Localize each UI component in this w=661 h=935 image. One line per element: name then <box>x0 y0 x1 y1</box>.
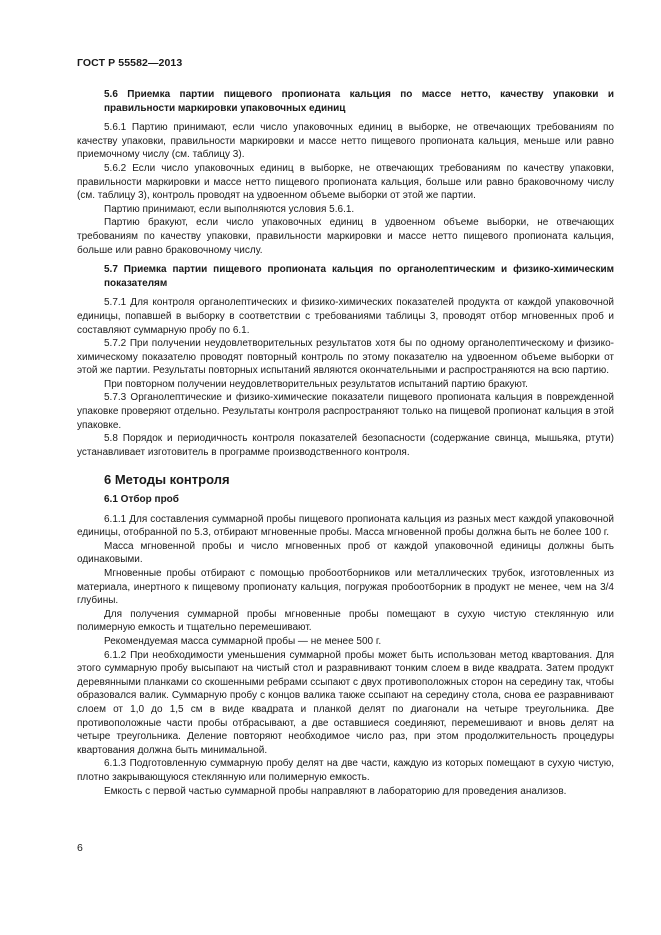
document-body <box>77 88 614 798</box>
paragraph-5-7-2-repeat: При повторном получении неудовлетворительных результатов испытаний партию бракуют. <box>104 378 528 390</box>
paragraph-6-1-2: 6.1.2 При необходимости уменьшения суммарной пробы может быть использован метод квартования. Для этого суммарную пробу высыпают на чистый стол и разравнивают тонким слоем в виде квадрата. Затем продукт деревянными планками со скошенными ребрами ссыпают с двух противоположных сторон на середину так, чтобы образовался валик. Суммарную пробу с концов валика также ссыпают на середину стола, снова ее разравнивают слоем от 1,0 до 1,5 см в виде квадрата и планкой делят по диагонали на четыре треугольника. Две противоположные части пробы отбрасывают, а две оставшиеся соединяют, перемешивают и вновь делят на четыре треугольника. Деление повторяют необходимое число раз, при этом продолжительность процедуры квартования должна быть минимальной. <box>77 649 614 756</box>
paragraph-5-6-2-accept: Партию принимают, если выполняются условия 5.6.1. <box>104 203 355 215</box>
paragraph-5-6-reject: Партию бракуют, если число упаковочных единиц в удвоенном объеме выборки, не отвечающих требованиям по качеству упаковки, правильности маркировки и массе нетто пищевого пропионата кальция, больше или равно браковочному числу. <box>77 217 614 256</box>
paragraph-6-1-3: 6.1.3 Подготовленную суммарную пробу делят на две части, каждую из которых помещают в сухую чистую, плотно закрывающуюся стеклянную или полимерную емкость. <box>77 758 614 783</box>
paragraph-5-6-2: 5.6.2 Если число упаковочных единиц в выборке, не отвечающих требованиям по качеству упаковки, правильности маркировки и массе нетто пищевого пропионата кальция, больше или равно браковочному числу (см. таблицу 3), контроль проводят на удвоенном объеме выборки от этой же партии. <box>77 162 614 202</box>
paragraph-5-6-1: 5.6.1 Партию принимают, если число упаковочных единиц в выборке, не отвечающих требованиям по качеству упаковки, правильности маркировки и массе нетто пищевого пропионата кальция, меньше или равно приемочному числу (см. таблицу 3). <box>77 122 614 161</box>
paragraph-5-7-3: 5.7.3 Органолептические и физико-химические показатели пищевого пропионата кальция в поврежденной упаковке проверяют отдельно. Результаты контроля распространяют только на пищевой пропионат кальция в этой упаковке. <box>77 392 614 431</box>
paragraph-6-1-1: 6.1.1 Для составления суммарной пробы пищевого пропионата кальция из разных мест каждой упаковочной единицы, отобранной по 5.3, отбирают мгновенные пробы. Масса мгновенной пробы должна быть не более 100 г. <box>77 513 614 539</box>
section-5-6-heading: 5.6 Приемка партии пищевого пропионата кальция по массе нетто, качеству упаковки и правильности маркировки упаковочных единиц <box>104 89 614 114</box>
section-6-1-heading: 6.1 Отбор проб <box>104 494 179 506</box>
paragraph-5-7-2: 5.7.2 При получении неудовлетворительных результатов хотя бы по одному органолептическому и физико-химическому показателю проводят повторный контроль по этому показателю на удвоенном объеме выборки от этой же партии. Результаты повторных испытаний являются окончательными и распространяются на всю партию. <box>77 338 614 377</box>
section-6-heading: 6 Методы контроля <box>104 472 230 488</box>
paragraph-6-1-1-recommended: Рекомендуемая масса суммарной пробы — не менее 500 г. <box>104 635 382 647</box>
paragraph-6-1-3-lab: Емкость с первой частью суммарной пробы направляют в лабораторию для проведения анализов. <box>104 785 567 797</box>
section-5-7-heading: 5.7 Приемка партии пищевого пропионата кальция по органолептическим и физико-химическим показателям <box>104 264 614 289</box>
paragraph-6-1-1-mass: Масса мгновенной пробы и число мгновенных проб от каждой упаковочной единицы должны быть одинаковыми. <box>77 540 614 566</box>
document-standard-header: ГОСТ Р 55582—2013 <box>77 57 183 69</box>
paragraph-5-7-1: 5.7.1 Для контроля органолептических и физико-химических показателей продукта от каждой упаковочной единицы, попавшей в выборку в соответствии с требованиями таблицы 3, проводят отбор мгновенных проб и составляют суммарную пробу по 6.1. <box>77 297 614 336</box>
paragraph-6-1-1-container: Для получения суммарной пробы мгновенные пробы помещают в сухую чистую стеклянную или полимерную емкость и тщательно перемешивают. <box>77 608 614 634</box>
paragraph-5-8: 5.8 Порядок и периодичность контроля показателей безопасности (содержание свинца, мышьяка, ртути) устанавливает изготовитель в программе производственного контроля. <box>77 433 614 458</box>
page-number: 6 <box>77 842 83 854</box>
paragraph-6-1-1-tools: Мгновенные пробы отбирают с помощью пробоотборников или металлических трубок, изготовленных из материала, инертного к пищевому пропионату кальция, погружая пробоотборник в продукт не менее, чем на 3/4 глубины. <box>77 568 614 607</box>
